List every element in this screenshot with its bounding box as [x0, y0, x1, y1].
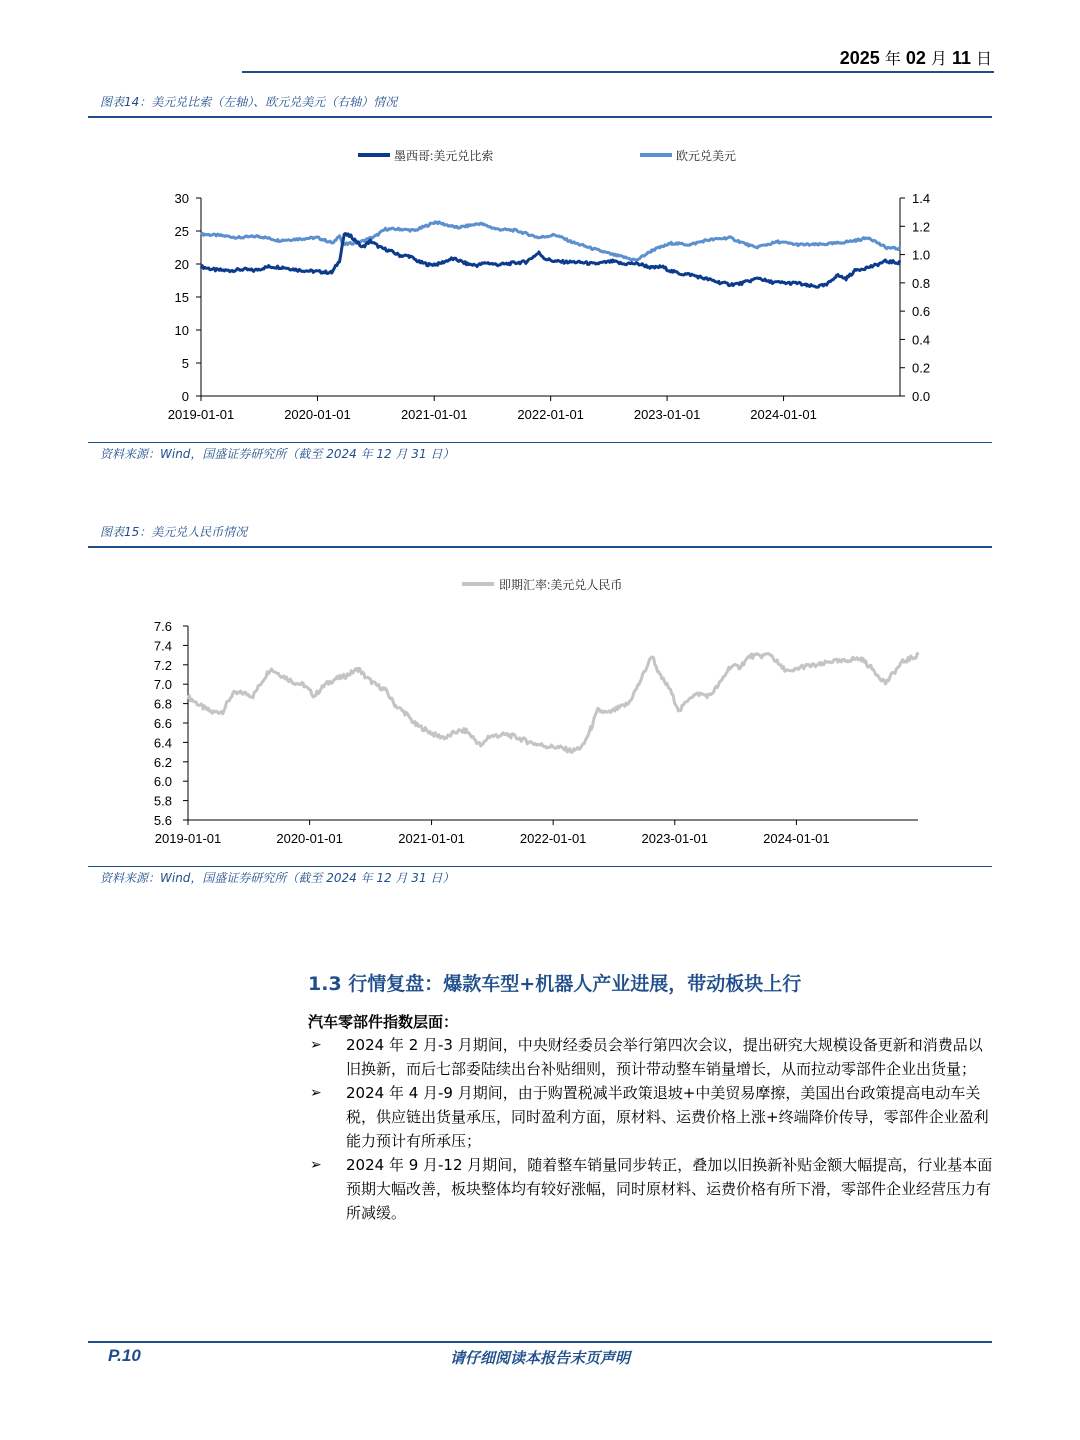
series-line-mxn [201, 234, 900, 288]
figure14-bottom-rule [88, 442, 992, 443]
section-subtitle: 汽车零部件指数层面： [308, 1013, 459, 1031]
figure15-chart [88, 550, 992, 860]
legend-label-cny: 即期汇率:美元兑人民币 [499, 578, 623, 592]
chart14-right-tick-label: 1.4 [912, 191, 931, 206]
legend-label-eur: 欧元兑美元 [676, 149, 737, 163]
chart15-y-tick-label: 5.6 [153, 813, 172, 828]
chart15-y-tick-label: 6.2 [153, 754, 172, 770]
chart14-x-ticks [168, 396, 817, 422]
chart15-y-tick-label: 7.6 [153, 619, 172, 634]
chart14-x-tick-label: 2019-01-01 [167, 407, 235, 422]
chart14-right-tick-label: 0.4 [912, 332, 931, 348]
chart14-x-tick-label: 2022-01-01 [517, 407, 584, 422]
footer-rule [88, 1341, 992, 1343]
report-date: 2025 年 02 月 11 日 [839, 48, 992, 68]
chart15-legend [462, 577, 622, 592]
chart14-right-tick-label: 1.0 [912, 247, 931, 263]
section-number: 1.3 [308, 973, 342, 995]
chart15-x-tick-label: 2020-01-01 [276, 831, 343, 846]
bullet-arrow-icon: ➢ [310, 1157, 322, 1173]
chart15-series [188, 653, 918, 752]
chart14-left-tick-label: 15 [174, 290, 189, 305]
chart14-axes [201, 198, 900, 396]
chart15-y-tick-label: 6.0 [153, 774, 172, 790]
legend-label-mxn: 墨西哥:美元兑比索 [394, 149, 494, 163]
figure15-source: 资料来源：Wind，国盛证券研究所（截至 2024 年 12 月 31 日） [100, 871, 455, 885]
figure15-top-rule [88, 546, 992, 548]
chart15-x-tick-label: 2023-01-01 [641, 831, 709, 846]
chart14-legend [358, 148, 736, 163]
chart14-left-ticks [175, 191, 201, 404]
page-number: P.10 [108, 1346, 141, 1365]
figure15-bottom-rule [88, 866, 992, 867]
chart14-left-tick-label: 5 [181, 356, 189, 371]
chart14-right-tick-label: 1.2 [912, 219, 931, 235]
section-title: 行情复盘：爆款车型+机器人产业进展，带动板块上行 [348, 973, 802, 995]
bullet-item: ➢ 2024 年 2 月-3 月期间，中央财经委员会举行第四次会议，提出研究大规模设备更新和消费品以旧换新，而后七部委陆续出台补贴细则，预计带动整车销量增长，从而拉动零部件企业出货量； [308, 1033, 994, 1081]
chart15-x-tick-label: 2019-01-01 [154, 831, 222, 846]
chart15-y-tick-label: 7.4 [153, 638, 172, 654]
footer-disclaimer: 请仔细阅读本报告末页声明 [449, 1349, 630, 1367]
series-line-eur [201, 222, 900, 260]
chart14-left-tick-label: 0 [181, 389, 189, 404]
bullet-list [308, 1033, 994, 1225]
bullet-item: ➢ 2024 年 9 月-12 月期间，随着整车销量同步转正，叠加以旧换新补贴金额大幅提高，行业基本面预期大幅改善，板块整体均有较好涨幅，同时原材料、运费价格有所下滑，零部件企业经营压力有所减缓。 [308, 1153, 994, 1225]
chart14-left-tick-label: 20 [174, 257, 189, 272]
chart14-right-tick-label: 0.8 [912, 275, 931, 291]
chart15-axes [188, 626, 918, 820]
figure14-top-rule [88, 116, 992, 118]
figure15-caption: 图表15：美元兑人民币情况 [100, 525, 248, 539]
series-line-cny [188, 653, 918, 752]
chart15-y-tick-label: 6.8 [153, 696, 172, 712]
chart15-y-ticks [154, 619, 188, 828]
bullet-item: ➢ 2024 年 4 月-9 月期间，由于购置税减半政策退坡+中美贸易摩擦，美国出台政策提高电动车关税，供应链出货量承压，同时盈利方面，原材料、运费价格上涨+终端降价传导，零部件企业盈利能力预计有所承压； [308, 1081, 994, 1153]
figure14-caption: 图表14：美元兑比索（左轴）、欧元兑美元（右轴）情况 [100, 95, 398, 109]
chart14-right-tick-label: 0.2 [912, 360, 931, 376]
chart15-y-tick-label: 7.0 [153, 677, 172, 693]
chart14-x-tick-label: 2020-01-01 [284, 407, 351, 422]
bullet-arrow-icon: ➢ [310, 1085, 322, 1101]
chart14-right-ticks [900, 191, 930, 404]
chart14-left-tick-label: 30 [174, 191, 189, 206]
chart15-x-tick-label: 2021-01-01 [398, 831, 465, 846]
chart15-x-ticks [155, 820, 830, 846]
chart15-y-tick-label: 6.6 [153, 716, 172, 731]
chart14-series [201, 222, 900, 287]
chart15-y-tick-label: 5.8 [153, 793, 172, 809]
figure14-source: 资料来源：Wind，国盛证券研究所（截至 2024 年 12 月 31 日） [100, 447, 455, 461]
figure14-chart [88, 120, 992, 440]
chart14-left-tick-label: 25 [174, 224, 189, 239]
chart15-y-tick-label: 7.2 [153, 657, 172, 673]
header-rule [242, 71, 994, 73]
section-heading [308, 969, 801, 996]
chart14-x-tick-label: 2023-01-01 [633, 407, 701, 422]
chart15-x-tick-label: 2024-01-01 [763, 831, 830, 846]
chart14-right-tick-label: 0.6 [912, 304, 931, 320]
chart14-left-tick-label: 10 [174, 323, 189, 338]
bullet-arrow-icon: ➢ [310, 1037, 322, 1053]
chart14-x-tick-label: 2024-01-01 [750, 407, 817, 422]
chart15-y-tick-label: 6.4 [153, 735, 172, 751]
chart15-x-tick-label: 2022-01-01 [519, 831, 587, 846]
chart14-right-tick-label: 0.0 [912, 389, 931, 404]
chart14-x-tick-label: 2021-01-01 [400, 407, 468, 422]
